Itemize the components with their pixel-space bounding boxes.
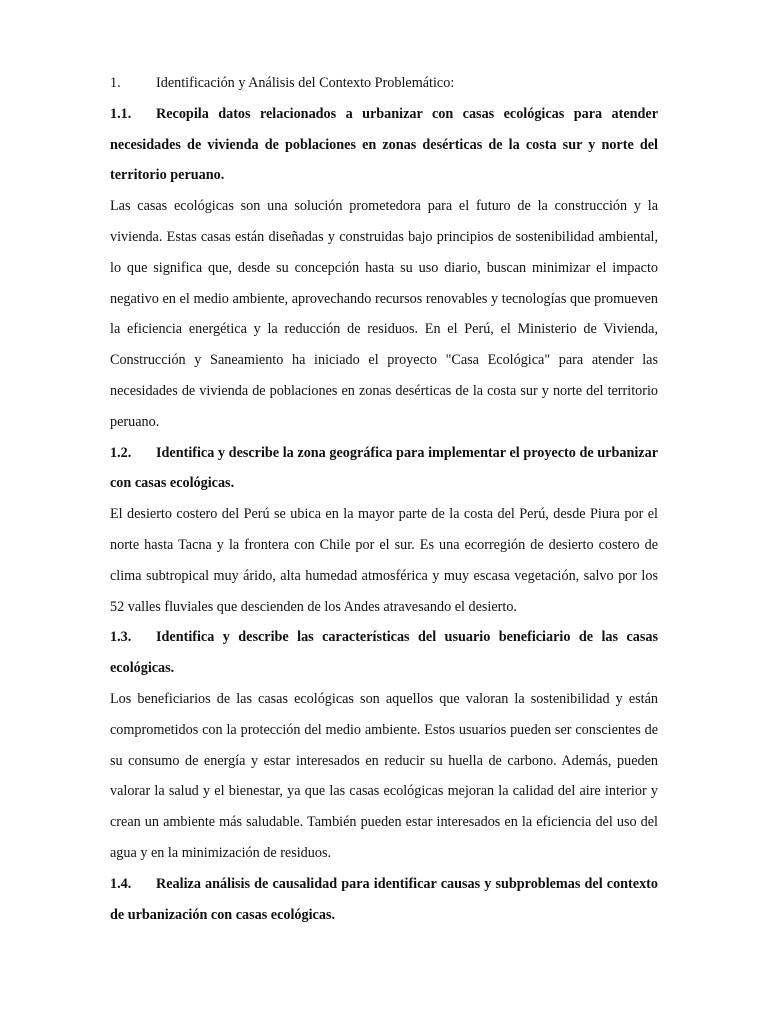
section-1-3 bbox=[110, 622, 658, 868]
section-number: 1.3. bbox=[110, 629, 132, 646]
paragraph-line: clima subtropical muy árido, alta humedad atmosférica y muy escasa vegetación, salvo por los bbox=[110, 567, 658, 584]
section-heading bbox=[110, 622, 658, 653]
paragraph-line: vivienda. Estas casas están diseñadas y construidas bajo principios de sostenibilidad ambiental, bbox=[110, 228, 658, 245]
section-heading-line: necesidades de vivienda de poblaciones en zonas desérticas de la costa sur y norte del bbox=[110, 136, 658, 153]
heading-1 bbox=[110, 68, 658, 99]
paragraph-line: Construcción y Saneamiento ha iniciado el proyecto "Casa Ecológica" para atender las bbox=[110, 352, 658, 369]
section-heading-line: con casas ecológicas. bbox=[110, 475, 235, 492]
paragraph-line: agua y en la minimización de residuos. bbox=[110, 844, 332, 861]
paragraph-line: Las casas ecológicas son una solución prometedora para el futuro de la construcción y la bbox=[110, 198, 658, 215]
paragraph-line: norte hasta Tacna y la frontera con Chile por el sur. Es una ecorregión de desierto costero de bbox=[110, 536, 658, 553]
section-heading-line: Identifica y describe las características del usuario beneficiario de las casas bbox=[156, 629, 658, 646]
section-1-2 bbox=[110, 438, 658, 623]
heading-1-title: Identificación y Análisis del Contexto Problemático: bbox=[156, 75, 455, 91]
paragraph-line: comprometidos con la protección del medio ambiente. Estos usuarios pueden ser conscientes de bbox=[110, 721, 658, 738]
section-number: 1.2. bbox=[110, 444, 132, 461]
paragraph-line: El desierto costero del Perú se ubica en la mayor parte de la costa del Perú, desde Piura por el bbox=[110, 506, 658, 523]
heading-1-number: 1. bbox=[110, 75, 121, 91]
section-heading-line: Recopila datos relacionados a urbanizar con casas ecológicas para atender bbox=[156, 105, 658, 122]
section-heading-line: Identifica y describe la zona geográfica para implementar el proyecto de urbanizar bbox=[156, 444, 658, 461]
section-heading-line: Realiza análisis de causalidad para identificar causas y subproblemas del contexto bbox=[156, 875, 658, 892]
section-number: 1.1. bbox=[110, 105, 132, 122]
document-page bbox=[110, 68, 658, 930]
paragraph-line: crean un ambiente más saludable. También pueden estar interesados en la eficiencia del uso del bbox=[110, 814, 658, 831]
section-heading bbox=[110, 438, 658, 469]
section-number: 1.4. bbox=[110, 875, 132, 892]
section-heading-line: de urbanización con casas ecológicas. bbox=[110, 906, 336, 923]
paragraph-line: lo que significa que, desde su concepción hasta su uso diario, buscan minimizar el impacto bbox=[110, 259, 658, 276]
section-1-4 bbox=[110, 869, 658, 931]
section-1-1 bbox=[110, 99, 658, 438]
paragraph-line: valorar la salud y el bienestar, ya que las casas ecológicas mejoran la calidad del aire interior y bbox=[110, 783, 658, 800]
section-heading-line: ecológicas. bbox=[110, 660, 175, 677]
section-heading-line: territorio peruano. bbox=[110, 167, 225, 184]
paragraph-line: su consumo de energía y estar interesados en reducir su huella de carbono. Además, pueden bbox=[110, 752, 658, 769]
section-heading bbox=[110, 869, 658, 900]
paragraph-line: peruano. bbox=[110, 413, 160, 430]
paragraph-line: la eficiencia energética y la reducción de residuos. En el Perú, el Ministerio de Vivienda, bbox=[110, 321, 658, 338]
paragraph-line: Los beneficiarios de las casas ecológicas son aquellos que valoran la sostenibilidad y están bbox=[110, 690, 658, 707]
paragraph-line: 52 valles fluviales que descienden de los Andes atravesando el desierto. bbox=[110, 598, 517, 615]
section-heading bbox=[110, 99, 658, 130]
paragraph-line: negativo en el medio ambiente, aprovechando recursos renovables y tecnologías que promueven bbox=[110, 290, 658, 307]
paragraph-line: necesidades de vivienda de poblaciones en zonas desérticas de la costa sur y norte del territorio bbox=[110, 382, 658, 399]
